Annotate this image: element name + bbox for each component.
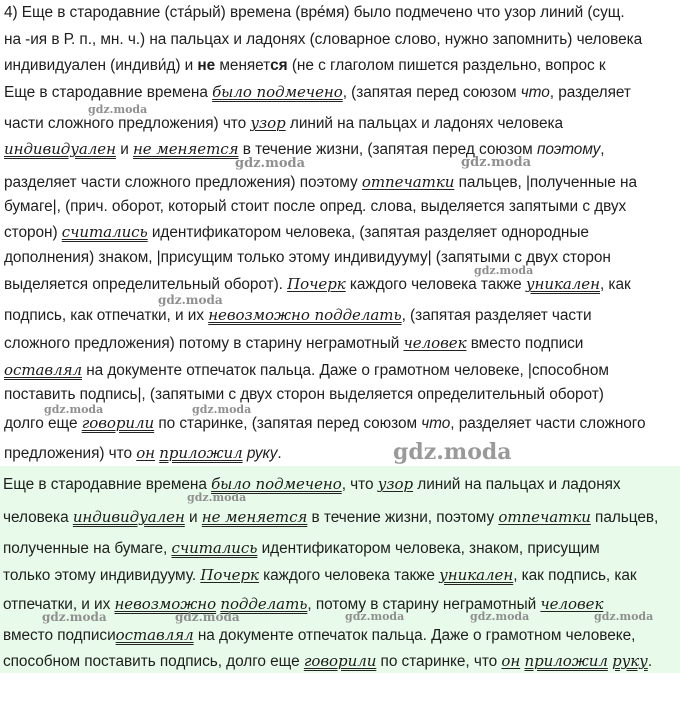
- predicate-underlined: индивидуален: [72, 508, 185, 526]
- text-segment: человека: [3, 509, 73, 526]
- answer-line: [3, 538, 600, 559]
- text-segment: вместо подписи: [466, 335, 584, 352]
- predicate-underlined: оставлял: [4, 361, 82, 379]
- predicate-underlined: руку: [612, 652, 648, 670]
- predicate-underlined: считались: [61, 223, 148, 241]
- text-segment: на -ия в Р. п., мн. ч.) на пальцах и ладонях (словарное слово, нужно запомнить) человека: [4, 31, 643, 48]
- watermark-logo: gdz.moda: [393, 439, 512, 465]
- analysis-line: [4, 413, 646, 434]
- analysis-line: [4, 222, 589, 243]
- answer-line: [3, 474, 621, 495]
- answer-block: [0, 466, 680, 673]
- predicate-underlined: невозможно подделать: [208, 306, 402, 324]
- text-segment: предложения) что: [4, 445, 137, 462]
- analysis-line: [4, 56, 606, 76]
- answer-line: [3, 565, 637, 586]
- text-segment: полученные на бумаге,: [3, 540, 172, 557]
- predicate-underlined: не меняется: [132, 140, 239, 158]
- text-segment: ,: [600, 141, 605, 158]
- text-segment: , как: [599, 276, 631, 293]
- text-segment: и: [184, 509, 202, 526]
- watermark-logo: gdz.moda: [474, 264, 534, 277]
- text-segment: , разделяет части сложного: [450, 415, 646, 432]
- text-segment: линий на пальцах и ладонях человека: [285, 115, 564, 132]
- text-segment: 4) Еще в стародавние (ста́рый) времена (вре́мя) было подмечено что узор линий (сущ.: [4, 4, 625, 21]
- subject-underlined: Почерк: [287, 275, 346, 293]
- text-segment: на документе отпечаток пальца. Даже о грамотном человеке,: [193, 627, 636, 644]
- analysis-line: [4, 197, 626, 217]
- text-segment: отпечатки, и их: [3, 596, 115, 613]
- analysis-line: [4, 82, 631, 103]
- watermark-logo: gdz.moda: [235, 156, 306, 171]
- analysis-line: [4, 305, 592, 326]
- text-segment: пальцев,: [590, 509, 659, 526]
- predicate-underlined: невозможно: [114, 595, 217, 613]
- text-segment: выделяется определительный оборот).: [4, 276, 288, 293]
- predicate-underlined: говорили: [303, 652, 377, 670]
- analysis-line: [4, 443, 282, 464]
- watermark-logo: gdz.moda: [192, 403, 252, 416]
- watermark-logo: gdz.moda: [44, 403, 104, 416]
- analysis-line: [4, 274, 631, 295]
- text-segment: , как подпись, как: [513, 567, 637, 584]
- text-segment: , (запятая перед союзом: [342, 84, 521, 101]
- subject-underlined: Почерк: [200, 566, 259, 584]
- bold-text: не: [197, 57, 216, 74]
- text-segment: , что: [341, 476, 378, 493]
- text-segment: , (запятая разделяет части: [401, 307, 592, 324]
- answer-line: [3, 651, 652, 672]
- predicate-underlined: говорили: [81, 414, 155, 432]
- watermark-logo: gdz.moda: [187, 491, 247, 504]
- subject-underlined: человек: [403, 334, 467, 352]
- answer-line: [3, 507, 658, 528]
- analysis-line: [4, 113, 563, 134]
- predicate-underlined: было подмечено: [211, 475, 342, 493]
- subject-underlined: он: [136, 444, 156, 462]
- text-segment: линий на пальцах и ладонях: [413, 476, 621, 493]
- predicate-underlined: оставлял: [115, 626, 194, 644]
- watermark-logo: gdz.moda: [88, 103, 148, 116]
- watermark-logo: gdz.moda: [345, 610, 405, 623]
- text-segment: сложного предложения) потому в старину неграмотный: [4, 335, 404, 352]
- analysis-line: [4, 172, 637, 193]
- analysis-line: [4, 30, 642, 50]
- predicate-underlined: было подмечено: [212, 83, 343, 101]
- predicate-underlined: приложил: [159, 444, 243, 462]
- text-segment: идентификатором человека, (запятая разделяет однородные: [147, 224, 589, 241]
- text-segment: .: [647, 653, 653, 670]
- analysis-line: [4, 333, 583, 354]
- text-segment: Еще в стародавние времена: [4, 84, 213, 101]
- text-segment: по старинке, что: [376, 653, 502, 670]
- predicate-underlined: считались: [171, 539, 258, 557]
- analysis-line: [4, 385, 604, 405]
- subject-underlined: отпечатки: [361, 173, 455, 191]
- predicate-underlined: уникален: [439, 566, 514, 584]
- subject-underlined: узор: [250, 114, 286, 132]
- text-segment: меняет: [215, 57, 271, 74]
- text-segment: .: [277, 445, 282, 462]
- text-segment: , потому в старину неграмотный: [307, 596, 541, 613]
- watermark-logo: gdz.moda: [470, 610, 530, 623]
- text-segment: индивидуален (индиви́д) и: [4, 57, 198, 74]
- italic-text: руку: [246, 445, 278, 462]
- text-segment: разделяет части сложного предложения) поэтому: [4, 174, 362, 191]
- subject-underlined: он: [501, 652, 521, 670]
- text-segment: в течение жизни, (запятая перед союзом: [238, 141, 537, 158]
- text-segment: пальцев, |полученные на: [454, 174, 638, 191]
- analysis-line: [4, 3, 625, 23]
- answer-line: [3, 625, 635, 646]
- text-segment: Еще в стародавние времена: [3, 476, 212, 493]
- text-segment: каждого человека также: [258, 567, 440, 584]
- text-segment: поставить подпись|, (запятыми с двух сторон выделяется определительный оборот): [4, 386, 604, 403]
- text-segment: и: [115, 141, 133, 158]
- predicate-underlined: подделать: [220, 595, 308, 613]
- watermark-logo: gdz.moda: [461, 155, 532, 170]
- analysis-line: [4, 360, 609, 381]
- watermark-logo: gdz.moda: [175, 610, 240, 624]
- text-segment: долго еще: [4, 415, 82, 432]
- text-segment: в течение жизни, поэтому: [307, 509, 499, 526]
- text-segment: (не с глаголом пишется раздельно, вопрос к: [287, 57, 606, 74]
- predicate-underlined: индивидуален: [4, 140, 116, 158]
- predicate-underlined: уникален: [525, 275, 600, 293]
- text-segment: дополнения) знаком, |присущим только этому индивидууму| (запятыми с двух сторон: [4, 249, 611, 266]
- subject-underlined: отпечатки: [498, 508, 591, 526]
- italic-text: поэтому: [536, 141, 601, 158]
- predicate-underlined: приложил: [524, 652, 608, 670]
- bold-text: ся: [270, 57, 288, 74]
- text-segment: бумаге|, (прич. оборот, который стоит после опред. слова, выделяется запятыми с двух: [4, 198, 627, 215]
- text-segment: сторон): [4, 224, 62, 241]
- text-segment: идентификатором человека, знаком, присущим: [257, 540, 600, 557]
- text-segment: части сложного предложения) что: [4, 115, 251, 132]
- italic-text: что: [520, 84, 550, 101]
- watermark-logo: gdz.moda: [42, 610, 107, 624]
- text-segment: только этому индивидууму.: [3, 567, 201, 584]
- text-segment: способном поставить подпись, долго еще: [3, 653, 304, 670]
- text-segment: подпись, как отпечатки, и их: [4, 307, 209, 324]
- text-segment: по старинке, (запятая перед союзом: [154, 415, 422, 432]
- subject-underlined: узор: [377, 475, 414, 493]
- text-segment: на документе отпечаток пальца. Даже о грамотном человеке, |способном: [81, 362, 609, 379]
- text-segment: каждого человека также: [345, 276, 526, 293]
- italic-text: что: [421, 415, 451, 432]
- subject-underlined: человек: [540, 595, 604, 613]
- predicate-underlined: не меняется: [201, 508, 308, 526]
- text-segment: вместо подписи: [3, 627, 116, 644]
- text-segment: , разделяет: [549, 84, 631, 101]
- watermark-logo: gdz.moda: [158, 293, 223, 307]
- watermark-logo: gdz.moda: [594, 610, 654, 623]
